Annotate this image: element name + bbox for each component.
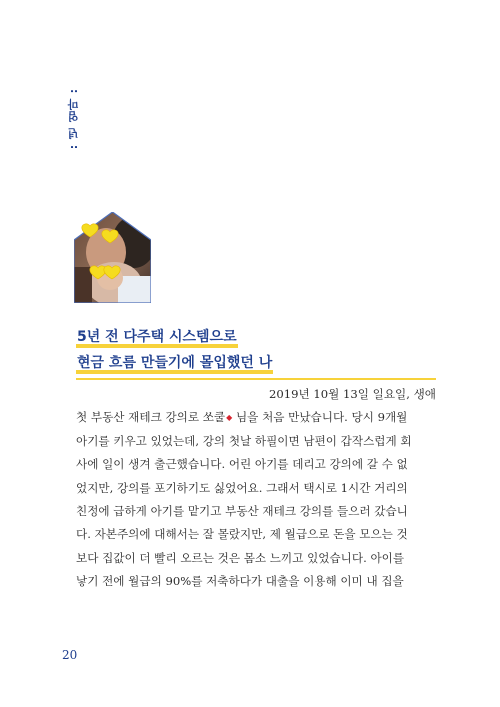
body-line-3 — [76, 430, 436, 453]
body-line-2 — [76, 406, 436, 429]
body-line-8 — [76, 547, 436, 570]
footnote-marker: ◆ — [226, 413, 233, 423]
body-text-1: 2019년 10월 13일 일요일, 생애 — [268, 387, 436, 401]
page-number: 20 — [62, 648, 78, 662]
running-header — [64, 74, 84, 164]
heading-line-1: 5년 전 다주택 시스템으로 — [76, 328, 238, 348]
body-paragraph — [76, 383, 436, 594]
body-text-4: 사에 일이 생겨 출근했습니다. 어린 아기를 데리고 강의에 갈 수 없 — [76, 457, 408, 472]
house-shaped-photo — [74, 212, 151, 303]
body-line-1 — [76, 383, 436, 406]
body-text-2b: 님을 처음 만났습니다. 당시 9개월 — [232, 410, 408, 425]
body-line-9 — [76, 570, 436, 593]
body-line-5 — [76, 477, 436, 500]
body-text-5: 었지만, 강의를 포기하기도 싫었어요. 그래서 택시로 1시간 거리의 — [76, 480, 408, 495]
body-text-7: 다. 자본주의에 대해서는 잘 몰랐지만, 제 월급으로 돈을 모으는 것 — [76, 527, 408, 542]
body-line-6 — [76, 500, 436, 523]
section-heading — [76, 328, 436, 380]
body-line-4 — [76, 453, 436, 476]
running-header-text: : 년 엄마 : — [67, 88, 80, 150]
body-text-2a: 첫 부동산 재테크 강의로 쏘쿨 — [76, 410, 226, 425]
body-text-2 — [76, 406, 407, 429]
heading-underline — [76, 378, 436, 380]
body-text-8: 보다 집값이 더 빨리 오르는 것은 몸소 느끼고 있었습니다. 아이를 — [76, 550, 405, 565]
heading-line-2: 현금 흐름 만들기에 몰입했던 나 — [76, 354, 273, 374]
body-text-6: 친정에 급하게 아기를 맡기고 부동산 재테크 강의를 들으러 갔습니 — [76, 503, 408, 518]
body-text-3: 아기를 키우고 있었는데, 강의 첫날 하필이면 남편이 갑작스럽게 회 — [76, 433, 412, 448]
body-line-7 — [76, 523, 436, 546]
body-text-9: 낳기 전에 월급의 90%를 저축하다가 대출을 이용해 이미 내 집을 — [76, 574, 404, 589]
